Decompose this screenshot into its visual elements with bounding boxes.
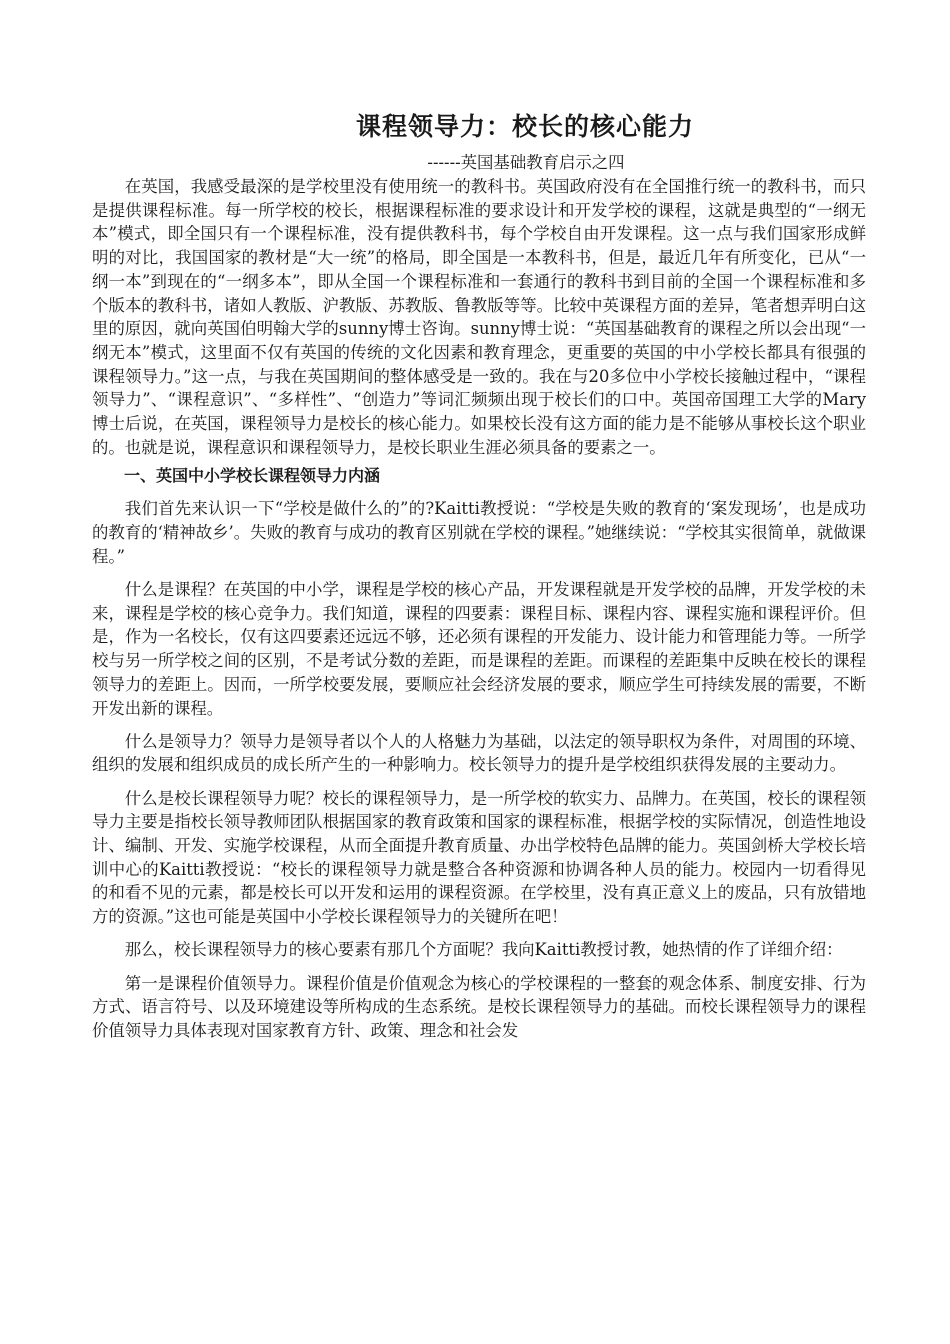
document-subtitle: ------英国基础教育启示之四 [427, 153, 625, 172]
paragraph-5: 什么是校长课程领导力呢？校长的课程领导力，是一所学校的软实力、品牌力。在英国，校长的课程领导力主要是指校长领导教师团队根据国家的教育政策和国家的课程标准，根据学校的实际情况，创造性地设计、编制、开发、实施学校课程，从而全面提升教育质量、办出学校特色品牌的能力。英国剑桥大学校长培训中心的Kaitti教授说：“校长的课程领导力就是整合各种资源和协调各种人员的能力。校园内一切看得见的和看不见的元素，都是校长可以开发和运用的课程资源。在学校里，没有真正意义上的废品，只有放错地方的资源。”这也可能是英国中小学校长课程领导力的关键所在吧！ [92, 788, 866, 927]
paragraph-1: 在英国，我感受最深的是学校里没有使用统一的教科书。英国政府没有在全国推行统一的教科书，而只是提供课程标准。每一所学校的校长，根据课程标准的要求设计和开发学校的课程，这就是典型的“一纲无本”模式，即全国只有一个课程标准，没有提供教科书，每个学校自由开发课程。这一点与我们国家形成鲜明的对比，我国国家的教材是“大一统”的格局，即全国是一本教科书，但是，最近几年有所变化，已从“一纲一本”到现在的“一纲多本”，即从全国一个课程标准和一套通行的教科书到目前的全国一个课程标准和多个版本的教科书，诸如人教版、沪教版、苏教版、鲁教版等等。比较中英课程方面的差异，笔者想弄明白这里的原因，就向英国伯明翰大学的sunny博士咨询。sunny博士说：“英国基础教育的课程之所以会出现“一纲无本”模式，这里面不仅有英国的传统的文化因素和教育理念，更重要的英国的中小学校长都具有很强的课程领导力。”这一点，与我在英国期间的整体感受是一致的。我在与20多位中小学校长接触过程中，“课程领导力”、“课程意识”、“多样性”、“创造力”等词汇频频出现于校长们的口中。英国帝国理工大学的Mary博士后说，在英国，课程领导力是校长的核心能力。如果校长没有这方面的能力是不能够从事校长这个职业的。也就是说，课程意识和课程领导力，是校长职业生涯必须具备的要素之一。 [92, 177, 866, 457]
section-heading: 一、英国中小学校长课程领导力内涵 [124, 466, 381, 486]
paragraph-4: 什么是领导力？领导力是领导者以个人的人格魅力为基础，以法定的领导职权为条件，对周围的环境、组织的发展和组织成员的成长所产生的一种影响力。校长领导力的提升是学校组织获得发展的主要动力。 [92, 731, 866, 775]
paragraph-7: 第一是课程价值领导力。课程价值是价值观念为核心的学校课程的一整套的观念体系、制度安排、行为方式、语言符号、以及环境建设等所构成的生态系统。是校长课程领导力的基础。而校长课程领导力的课程价值领导力具体表现对国家教育方针、政策、理念和社会发 [92, 973, 866, 1040]
paragraph-2: 我们首先来认识一下“学校是做什么的”的?Kaitti教授说：“学校是失败的教育的‘案发现场’，也是成功的教育的‘精神故乡’。失败的教育与成功的教育区别就在学校的课程。”她继续说：“学校其实很简单，就做课程。” [92, 499, 866, 566]
document-title: 课程领导力：校长的核心能力 [355, 112, 694, 141]
paragraph-3: 什么是课程？在英国的中小学，课程是学校的核心产品，开发课程就是开发学校的品牌，开发学校的未来，课程是学校的核心竞争力。我们知道，课程的四要素：课程目标、课程内容、课程实施和课程评价。但是，作为一名校长，仅有这四要素还远远不够，还必须有课程的开发能力、设计能力和管理能力等。一所学校与另一所学校之间的区别，不是考试分数的差距，而是课程的差距。而课程的差距集中反映在校长的课程领导力的差距上。因而，一所学校要发展，要顺应社会经济发展的要求，顺应学生可持续发展的需要，不断开发出新的课程。 [92, 580, 866, 718]
paragraph-6: 那么，校长课程领导力的核心要素有那几个方面呢？我向Kaitti教授讨教，她热情的作了详细介绍： [124, 940, 843, 960]
document-page [92, 104, 866, 1052]
